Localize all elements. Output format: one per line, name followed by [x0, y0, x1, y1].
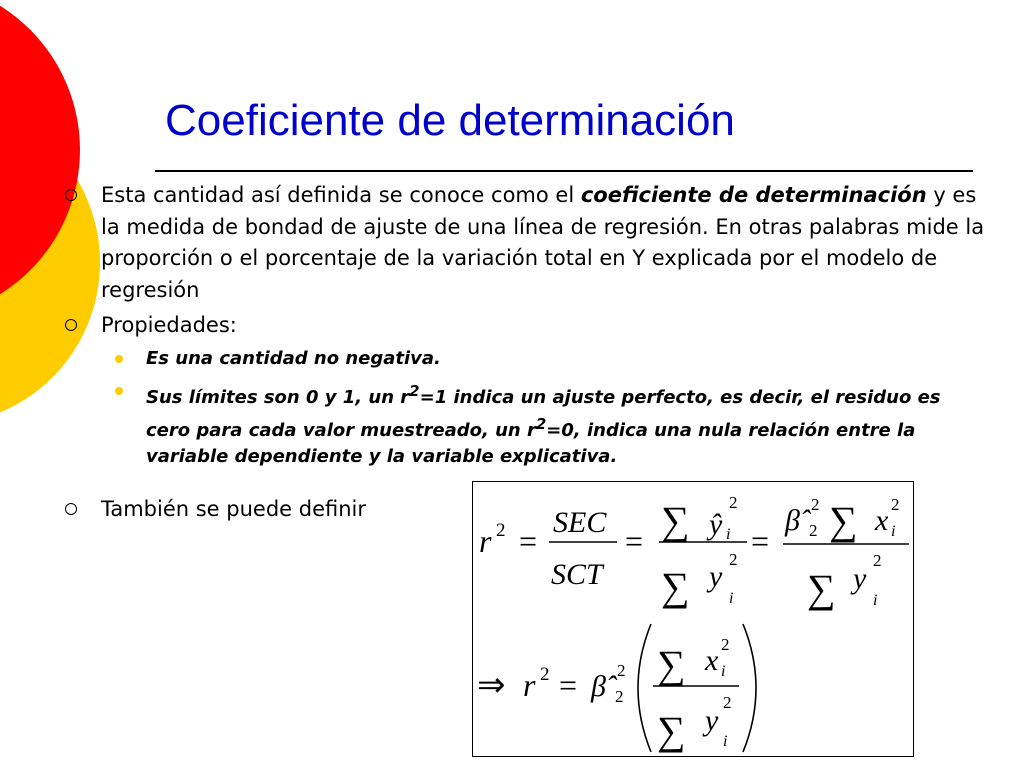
- formula-y-exponent: 2: [729, 550, 738, 569]
- subbullet-limits: [146, 378, 986, 470]
- formula-x-index: i: [891, 523, 896, 540]
- implies-icon: ⇒: [477, 667, 506, 704]
- formula-beta-exponent: 2: [811, 495, 820, 514]
- formula-beta-index: 2: [615, 687, 624, 706]
- nonnegative-text: Es una cantidad no negativa.: [146, 348, 441, 369]
- formula-r: r: [523, 667, 536, 703]
- also-defined-text: También se puede definir: [101, 497, 367, 521]
- formula-y-index: i: [723, 733, 728, 750]
- formula-beta-index: 2: [809, 521, 818, 540]
- formula-x-exponent: 2: [721, 635, 730, 654]
- summation-icon: ∑: [829, 498, 858, 543]
- formula-box: [472, 481, 914, 757]
- summation-icon: ∑: [807, 566, 836, 611]
- formula-r-exponent: 2: [496, 520, 506, 541]
- formula-beta-exponent: 2: [617, 661, 626, 680]
- formula-r-exponent: 2: [540, 664, 550, 685]
- formula-equals: =: [751, 523, 770, 559]
- limits-text-3: =0, indica una nula relación entre la variable dependiente y la variable explicativa.: [146, 420, 916, 467]
- formula-y: y: [705, 704, 719, 737]
- formula-equals: =: [625, 523, 644, 559]
- bullet-definition: [101, 180, 991, 306]
- slide-title: Coeficiente de determinación: [165, 96, 735, 145]
- formula-equals: =: [559, 667, 578, 703]
- right-paren-icon: [743, 624, 756, 752]
- formula-beta: β̂: [785, 504, 800, 537]
- subbullet-marker-icon: [115, 355, 123, 363]
- subbullet-marker-icon: [115, 387, 123, 395]
- bullet-marker-icon: [65, 503, 77, 515]
- formula-y-exponent: 2: [873, 551, 882, 570]
- summation-icon: ∑: [657, 708, 686, 753]
- limits-text-1: Sus límites son 0 y 1, un r: [146, 387, 410, 408]
- bullet-properties: [101, 310, 237, 342]
- summation-icon: ∑: [661, 498, 690, 543]
- limits-superscript-2: 2: [535, 415, 547, 433]
- formula-x: x: [875, 504, 889, 537]
- bullet-marker-icon: [65, 189, 77, 201]
- subbullet-nonnegative: [146, 346, 986, 372]
- properties-text: Propiedades:: [101, 313, 237, 337]
- formula-y-exponent: 2: [723, 693, 732, 712]
- limits-text-2: =1 indica un ajuste perfecto, es decir, el residuo es cero para cada valor muestreado, un r: [146, 387, 941, 441]
- definition-text-1: Esta cantidad así definida se conoce como el: [101, 183, 581, 207]
- formula-y-index: i: [729, 590, 734, 607]
- summation-icon: ∑: [657, 642, 686, 687]
- formula-x: x: [705, 644, 719, 677]
- formula-yhat-exponent: 2: [729, 493, 738, 512]
- formula-sec: SEC: [553, 506, 607, 539]
- formula-yhat-index: i: [726, 526, 731, 543]
- formula-svg: [473, 482, 913, 756]
- left-paren-icon: [638, 624, 651, 752]
- limits-superscript-1: 2: [409, 382, 420, 400]
- definition-text-2: y es la medida de bondad de ajuste de una línea de regresión. En otras palabras mide la proporción o el porcentaje de la variación total en Y explicada por el modelo de regresión: [101, 183, 985, 302]
- formula-yhat: ŷ: [709, 508, 723, 541]
- formula-y: y: [853, 562, 867, 595]
- formula-x-exponent: 2: [891, 495, 900, 514]
- summation-icon: ∑: [661, 564, 690, 609]
- formula-sct: SCT: [551, 558, 603, 591]
- formula-y-index: i: [873, 592, 878, 609]
- formula-beta: β̂: [591, 670, 606, 703]
- bullet-marker-icon: [65, 319, 77, 331]
- formula-r: r: [479, 523, 492, 559]
- formula-x-index: i: [721, 663, 726, 680]
- formula-y: y: [709, 560, 723, 593]
- formula-equals: =: [519, 523, 538, 559]
- definition-term: coeficiente de determinación: [580, 183, 927, 207]
- title-underline: [155, 170, 973, 172]
- bullet-also-defined: [101, 494, 366, 526]
